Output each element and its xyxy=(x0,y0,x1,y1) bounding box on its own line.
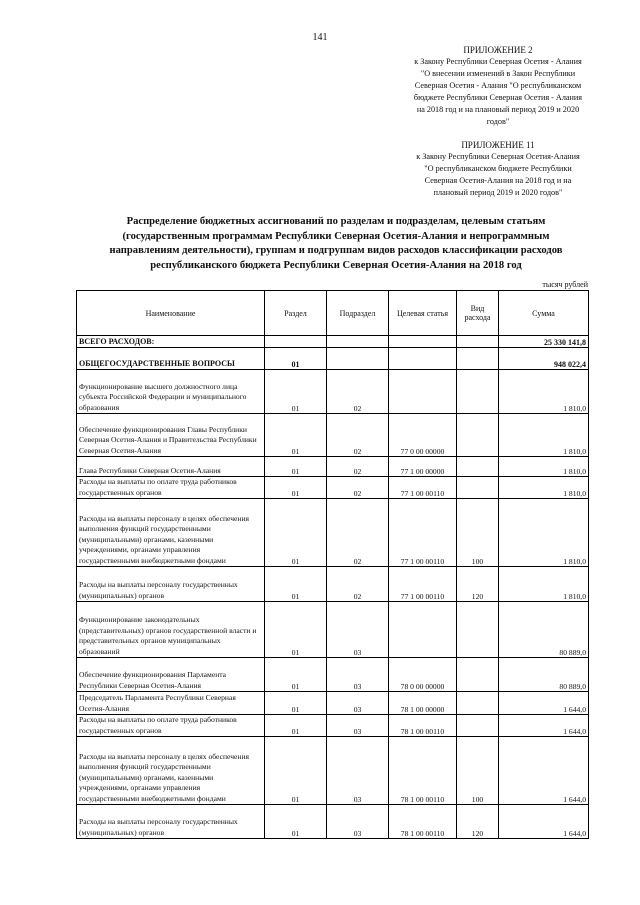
cell-vid xyxy=(457,414,499,457)
column-header-razdel: Раздел xyxy=(265,291,327,336)
appendix-title: ПРИЛОЖЕНИЕ 2 xyxy=(463,45,533,55)
cell-name: Расходы на выплаты персоналу государственных (муниципальных) органов xyxy=(77,567,265,602)
cell-statya: 77 0 00 00000 xyxy=(389,414,457,457)
cell-razdel xyxy=(265,336,327,348)
column-header-name: Наименование xyxy=(77,291,265,336)
cell-razdel: 01 xyxy=(265,348,327,370)
cell-statya: 78 1 00 00110 xyxy=(389,715,457,737)
table-row xyxy=(77,567,589,602)
appendix-line: "О внесении изменений в Закон Республики xyxy=(420,69,576,78)
cell-podrazdel: 03 xyxy=(327,737,389,805)
appendix-2-block xyxy=(388,44,608,128)
table-row xyxy=(77,414,589,457)
cell-name: ВСЕГО РАСХОДОВ: xyxy=(77,336,265,348)
cell-name: Обеспечение функционирования Главы Республики Северная Осетия-Алания и Правительства Республики Северная Осетия-Алания xyxy=(77,414,265,457)
appendix-line: "О республиканском бюджете Республики xyxy=(424,164,572,173)
cell-statya xyxy=(389,336,457,348)
column-header-vid: Вид расхода xyxy=(457,291,499,336)
table-row xyxy=(77,692,589,715)
table-row xyxy=(77,457,589,477)
appendix-title: ПРИЛОЖЕНИЕ 11 xyxy=(461,140,535,150)
appendix-11-block xyxy=(388,139,608,199)
cell-sum: 1 644,0 xyxy=(499,737,589,805)
cell-statya xyxy=(389,602,457,658)
cell-name: Функционирование законодательных (представительных) органов государственной власти и представительных органов муниципальных образований xyxy=(77,602,265,658)
cell-statya: 77 1 00 00110 xyxy=(389,477,457,499)
table-row xyxy=(77,499,589,567)
unit-label: тысяч рублей xyxy=(542,280,588,289)
title-line: направлениям деятельности), группам и подгруппам видов расходов классификации расходов xyxy=(109,245,563,256)
cell-sum: 1 810,0 xyxy=(499,567,589,602)
column-header-podrazdel: Подраздел xyxy=(327,291,389,336)
cell-razdel: 01 xyxy=(265,477,327,499)
appendix-line: к Закону Республики Северная Осетия - Алания xyxy=(414,57,582,66)
cell-sum: 1 810,0 xyxy=(499,457,589,477)
cell-razdel: 01 xyxy=(265,602,327,658)
cell-razdel: 01 xyxy=(265,567,327,602)
appendix-line: Северная Осетия - Алания "О республиканском xyxy=(414,81,582,90)
cell-vid xyxy=(457,477,499,499)
cell-statya: 77 1 00 00110 xyxy=(389,567,457,602)
appendix-line: плановый период 2019 и 2020 годов" xyxy=(433,188,563,197)
cell-podrazdel: 02 xyxy=(327,370,389,414)
appendix-line: годов" xyxy=(486,117,510,126)
cell-razdel: 01 xyxy=(265,414,327,457)
cell-vid: 100 xyxy=(457,737,499,805)
cell-name: Расходы на выплаты персоналу государственных (муниципальных) органов xyxy=(77,805,265,839)
cell-sum: 948 022,4 xyxy=(499,348,589,370)
cell-podrazdel: 02 xyxy=(327,477,389,499)
table-row xyxy=(77,336,589,348)
cell-vid xyxy=(457,348,499,370)
cell-vid xyxy=(457,602,499,658)
cell-statya xyxy=(389,348,457,370)
cell-vid: 120 xyxy=(457,805,499,839)
table-header-row xyxy=(77,291,589,336)
cell-podrazdel: 03 xyxy=(327,692,389,715)
cell-sum: 25 330 141,8 xyxy=(499,336,589,348)
cell-sum: 1 810,0 xyxy=(499,499,589,567)
cell-razdel: 01 xyxy=(265,499,327,567)
cell-statya: 77 1 00 00000 xyxy=(389,457,457,477)
title-line: республиканского бюджета Республики Северная Осетия-Алания на 2018 год xyxy=(150,259,522,271)
document-title xyxy=(88,215,584,273)
cell-name: Расходы на выплаты персоналу в целях обеспечения выполнения функций государственными (муниципальными) органами, казенными учреждениями, органами управления государственными внебюджетными фондами xyxy=(77,499,265,567)
appendix-line: бюджете Республики Северная Осетия - Алания xyxy=(413,93,583,102)
table-row xyxy=(77,602,589,658)
table-row xyxy=(77,370,589,414)
cell-name: Расходы на выплаты по оплате труда работников государственных органов xyxy=(77,477,265,499)
cell-vid: 100 xyxy=(457,499,499,567)
table-row xyxy=(77,658,589,692)
cell-sum: 1 644,0 xyxy=(499,715,589,737)
cell-razdel: 01 xyxy=(265,658,327,692)
cell-sum: 1 644,0 xyxy=(499,805,589,839)
title-line: (государственным программам Республики Северная Осетия-Алания и непрограммным xyxy=(122,230,550,242)
cell-razdel: 01 xyxy=(265,692,327,715)
cell-razdel: 01 xyxy=(265,737,327,805)
cell-sum: 80 889,0 xyxy=(499,658,589,692)
table-row xyxy=(77,348,589,370)
cell-vid xyxy=(457,370,499,414)
cell-sum: 1 810,0 xyxy=(499,370,589,414)
cell-podrazdel: 02 xyxy=(327,499,389,567)
cell-name: Расходы на выплаты по оплате труда работников государственных органов xyxy=(77,715,265,737)
cell-name: Функционирование высшего должностного лица субъекта Российской Федерации и муниципального образования xyxy=(77,370,265,414)
budget-table xyxy=(76,290,589,839)
cell-vid xyxy=(457,692,499,715)
cell-razdel: 01 xyxy=(265,370,327,414)
cell-statya: 77 1 00 00110 xyxy=(389,499,457,567)
cell-podrazdel: 03 xyxy=(327,805,389,839)
cell-vid xyxy=(457,457,499,477)
cell-podrazdel: 02 xyxy=(327,457,389,477)
cell-name: Расходы на выплаты персоналу в целях обеспечения выполнения функций государственными (муниципальными) органами, казенными учреждениями, органами управления государственными внебюджетными фондами xyxy=(77,737,265,805)
cell-statya: 78 1 00 00110 xyxy=(389,737,457,805)
cell-vid xyxy=(457,658,499,692)
cell-name: Председатель Парламента Республики Северная Осетия-Алания xyxy=(77,692,265,715)
cell-podrazdel: 02 xyxy=(327,567,389,602)
cell-podrazdel: 03 xyxy=(327,715,389,737)
table-row xyxy=(77,805,589,839)
cell-statya: 78 1 00 00110 xyxy=(389,805,457,839)
cell-statya xyxy=(389,370,457,414)
cell-podrazdel: 03 xyxy=(327,658,389,692)
table-row xyxy=(77,715,589,737)
column-header-statya: Целевая статья xyxy=(389,291,457,336)
page-number: 141 xyxy=(312,32,328,43)
cell-name: Обеспечение функционирования Парламента Республики Северная Осетия-Алания xyxy=(77,658,265,692)
cell-podrazdel xyxy=(327,348,389,370)
title-line: Распределение бюджетных ассигнований по разделам и подразделам, целевым статьям xyxy=(126,216,546,227)
cell-podrazdel: 02 xyxy=(327,414,389,457)
cell-sum: 1 810,0 xyxy=(499,477,589,499)
table-row xyxy=(77,477,589,499)
cell-razdel: 01 xyxy=(265,457,327,477)
cell-statya: 78 0 00 00000 xyxy=(389,658,457,692)
cell-vid: 120 xyxy=(457,567,499,602)
column-header-sum: Сумма xyxy=(499,291,589,336)
cell-name: ОБЩЕГОСУДАРСТВЕННЫЕ ВОПРОСЫ xyxy=(77,348,265,370)
cell-vid xyxy=(457,715,499,737)
cell-name: Глава Республики Северная Осетия-Алания xyxy=(77,457,265,477)
appendix-line: на 2018 год и на плановый период 2019 и 2020 xyxy=(416,105,580,114)
cell-razdel: 01 xyxy=(265,715,327,737)
cell-podrazdel xyxy=(327,336,389,348)
cell-statya: 78 1 00 00000 xyxy=(389,692,457,715)
cell-razdel: 01 xyxy=(265,805,327,839)
cell-sum: 1 644,0 xyxy=(499,692,589,715)
table-row xyxy=(77,737,589,805)
cell-vid xyxy=(457,336,499,348)
appendix-line: к Закону Республики Северная Осетия-Алания xyxy=(416,152,580,161)
appendix-line: Северная Осетия-Алания на 2018 год и на xyxy=(424,176,572,185)
cell-sum: 1 810,0 xyxy=(499,414,589,457)
cell-podrazdel: 03 xyxy=(327,602,389,658)
cell-sum: 80 889,0 xyxy=(499,602,589,658)
